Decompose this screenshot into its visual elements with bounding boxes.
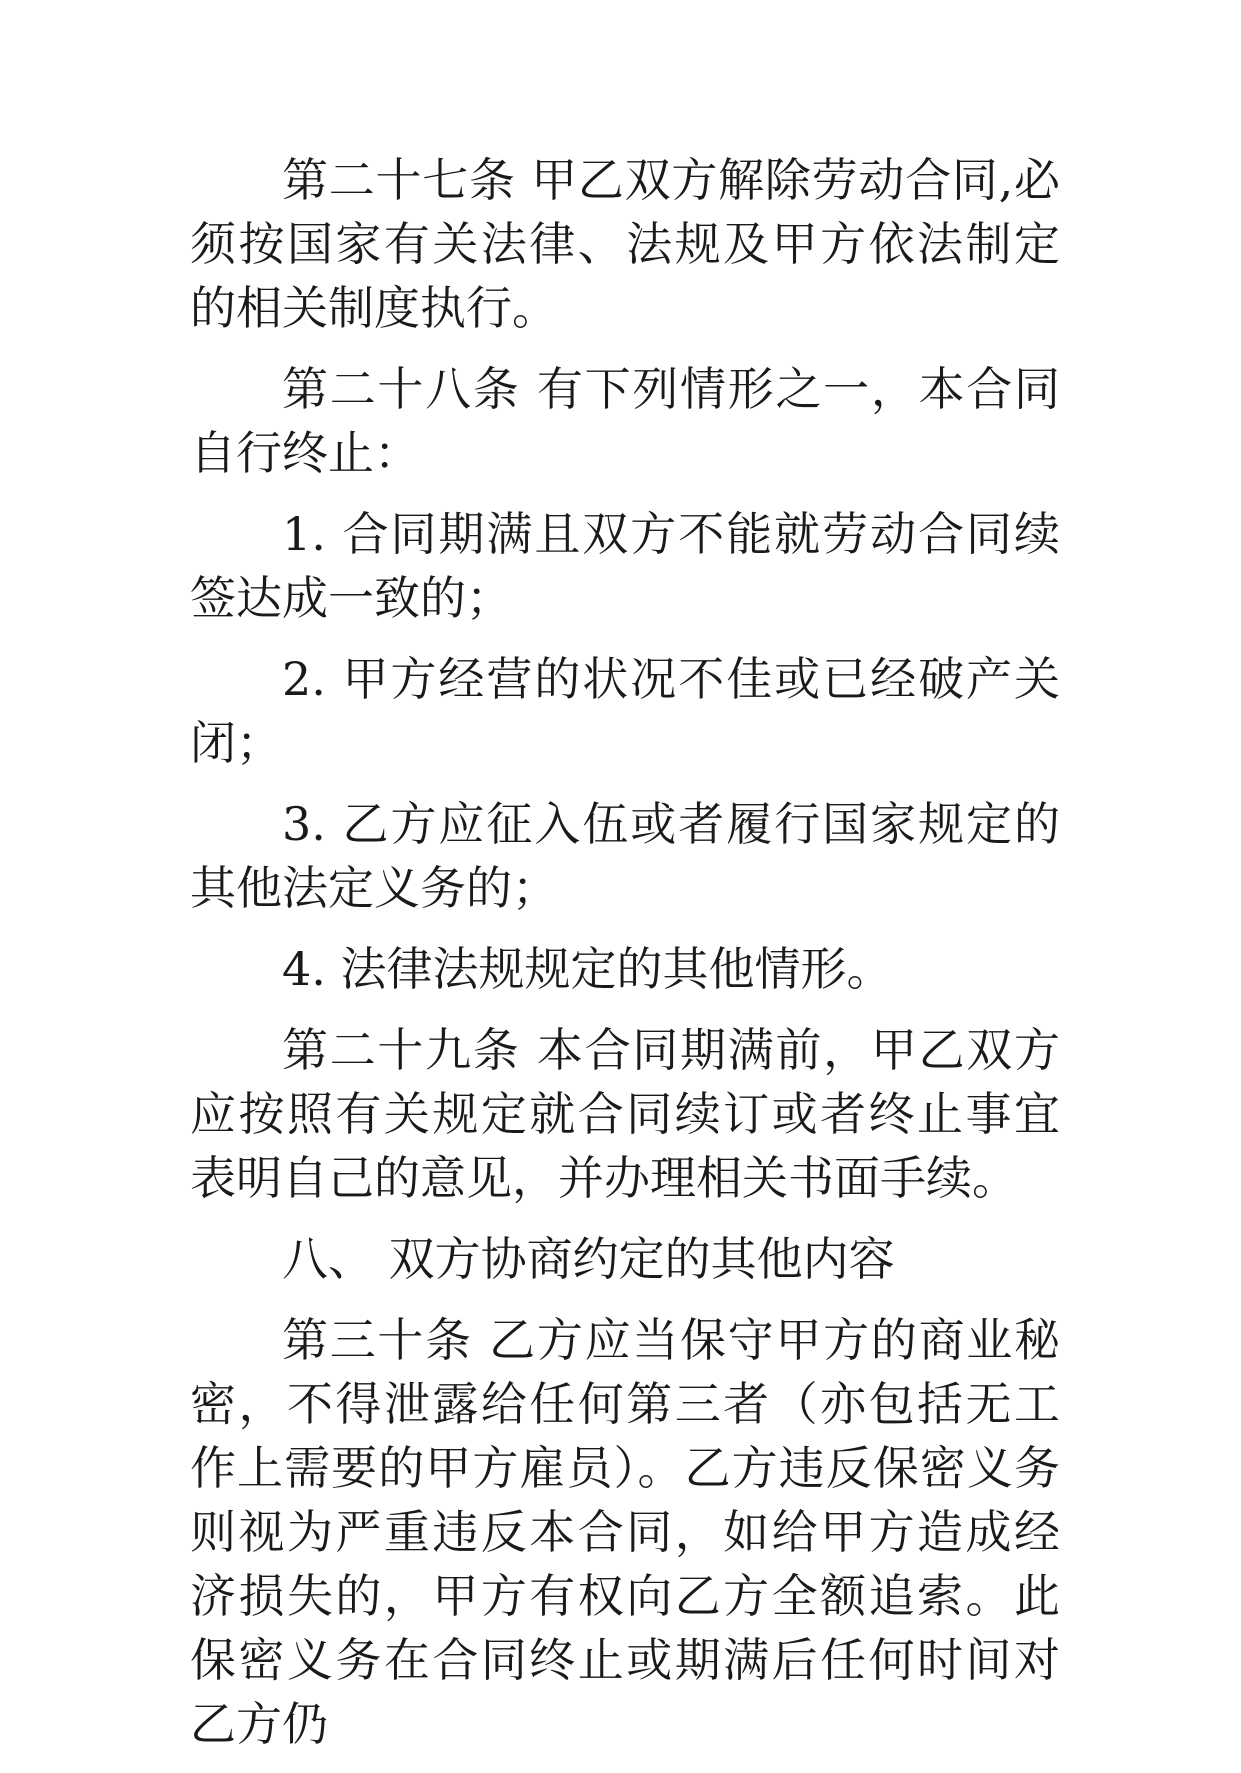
list-item-2: 2. 甲方经营的状况不佳或已经破产关闭； (190, 652, 1060, 770)
article-30-paragraph: 第三十条 乙方应当保守甲方的商业秘密，不得泄露给任何第三者（亦包括无工作上需要的甲方雇员）。乙方违反保密义务则视为严重违反本合同，如给甲方造成经济损失的，甲方有权向乙方全额追索。此保密义务在合同终止或期满后任何时间对乙方仍 (190, 1313, 1060, 1751)
section-8-heading: 八、 双方协商约定的其他内容 (282, 1232, 895, 1286)
list-item-1: 1. 合同期满且双方不能就劳动合同续签达成一致的； (190, 507, 1060, 625)
article-29-paragraph: 第二十九条 本合同期满前，甲乙双方应按照有关规定就合同续订或者终止事宜表明自己的意见，并办理相关书面手续。 (190, 1023, 1060, 1205)
list-item-3: 3. 乙方应征入伍或者履行国家规定的其他法定义务的； (190, 797, 1060, 915)
article-28-paragraph: 第二十八条 有下列情形之一，本合同自行终止： (190, 362, 1060, 480)
document-body (190, 148, 1060, 1773)
article-27-paragraph: 第二十七条 甲乙双方解除劳动合同,必须按国家有关法律、法规及甲方依法制定 的相关制度执行。 (190, 153, 1060, 335)
list-item-4: 4. 法律法规规定的其他情形。 (282, 942, 893, 996)
